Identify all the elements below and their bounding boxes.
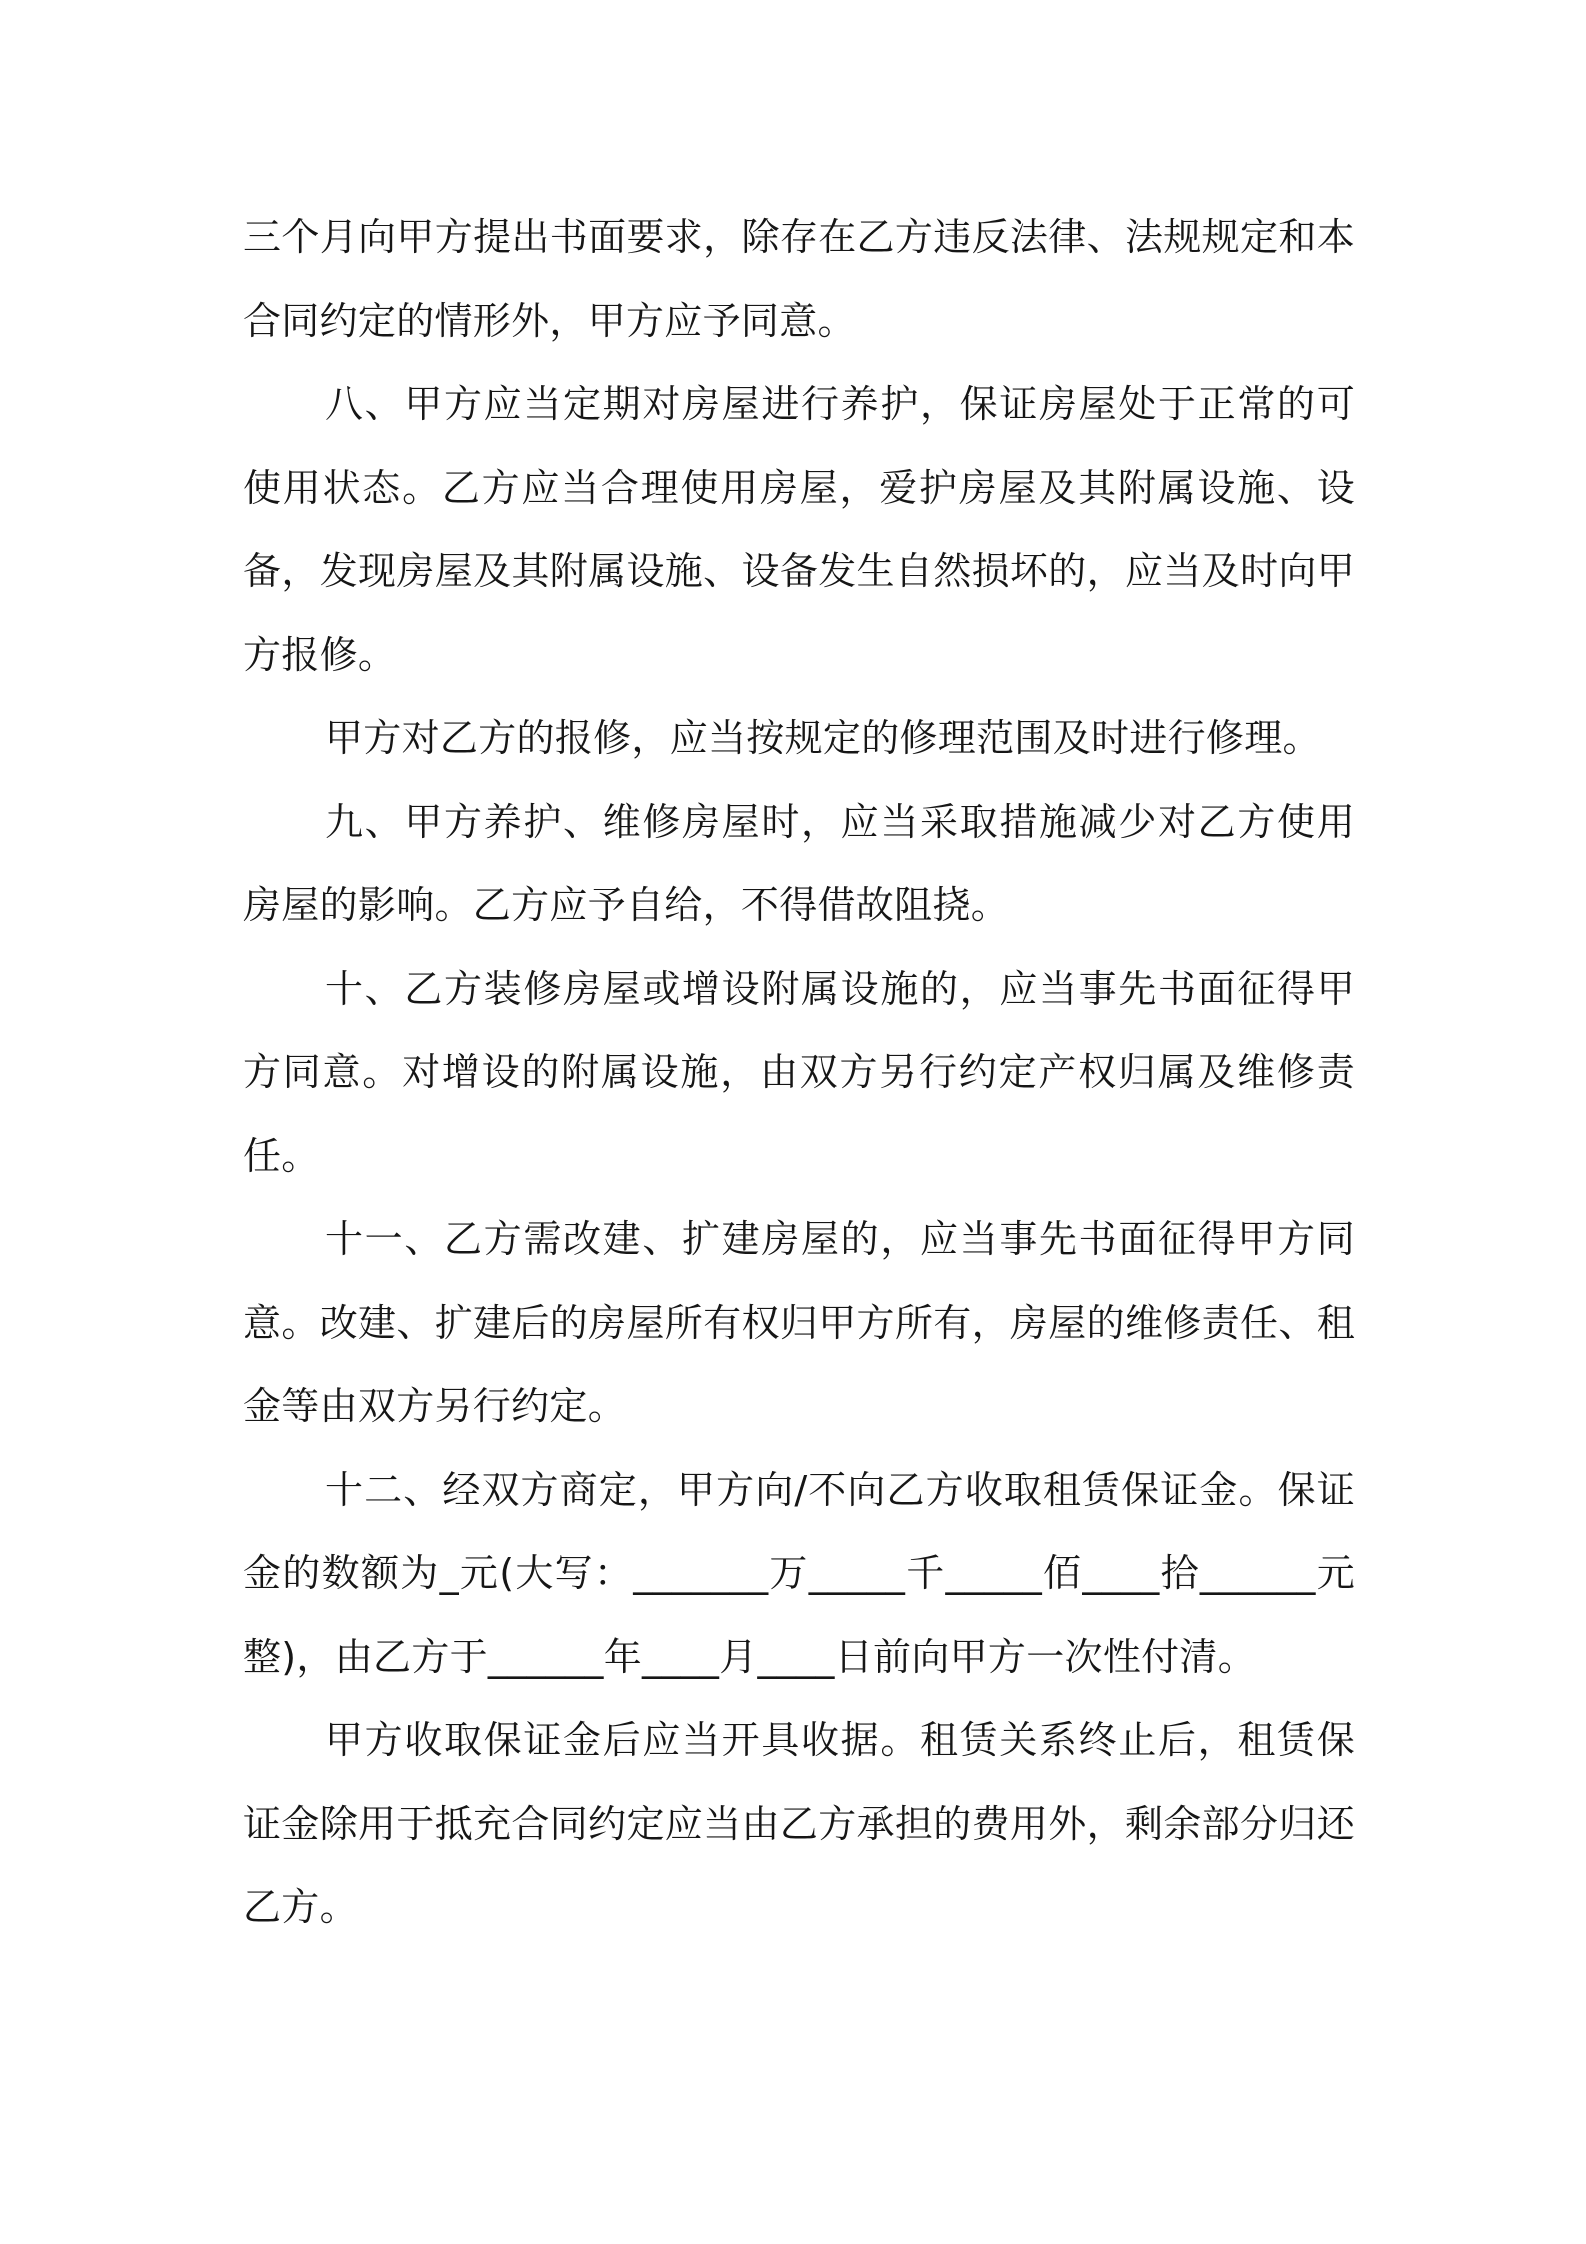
paragraph-deposit-receipt: 甲方收取保证金后应当开具收据。租赁关系终止后，租赁保证金除用于抵充合同约定应当由乙方承担的费用外，剩余部分归还乙方。 xyxy=(243,1718,1355,1929)
paragraph-repair-note: 甲方对乙方的报修，应当按规定的修理范围及时进行修理。 xyxy=(325,716,1321,760)
paragraph-clause-11: 十一、乙方需改建、扩建房屋的，应当事先书面征得甲方同意。改建、扩建后的房屋所有权归甲方所有，房屋的维修责任、租金等由双方另行约定。 xyxy=(243,1217,1355,1428)
paragraph-clause-9: 九、甲方养护、维修房屋时，应当采取措施减少对乙方使用房屋的影响。乙方应予自给，不得借故阻挠。 xyxy=(243,799,1355,927)
paragraph-continuation: 三个月向甲方提出书面要求，除存在乙方违反法律、法规规定和本合同约定的情形外，甲方应予同意。 xyxy=(243,215,1355,343)
paragraph-clause-8: 八、甲方应当定期对房屋进行养护，保证房屋处于正常的可使用状态。乙方应当合理使用房屋，爱护房屋及其附属设施、设备，发现房屋及其附属设施、设备发生自然损坏的，应当及时向甲方报修。 xyxy=(243,382,1355,677)
document-body xyxy=(243,196,1355,1950)
paragraph-clause-10: 十、乙方装修房屋或增设附属设施的，应当事先书面征得甲方同意。对增设的附属设施，由双方另行约定产权归属及维修责任。 xyxy=(243,966,1355,1178)
paragraph-clause-12: 十二、经双方商定，甲方向/不向乙方收取租赁保证金。保证金的数额为_元(大写：_______万_____千_____佰____拾______元整)，由乙方于______年____月____日前向甲方一次性付清。 xyxy=(243,1467,1355,1679)
